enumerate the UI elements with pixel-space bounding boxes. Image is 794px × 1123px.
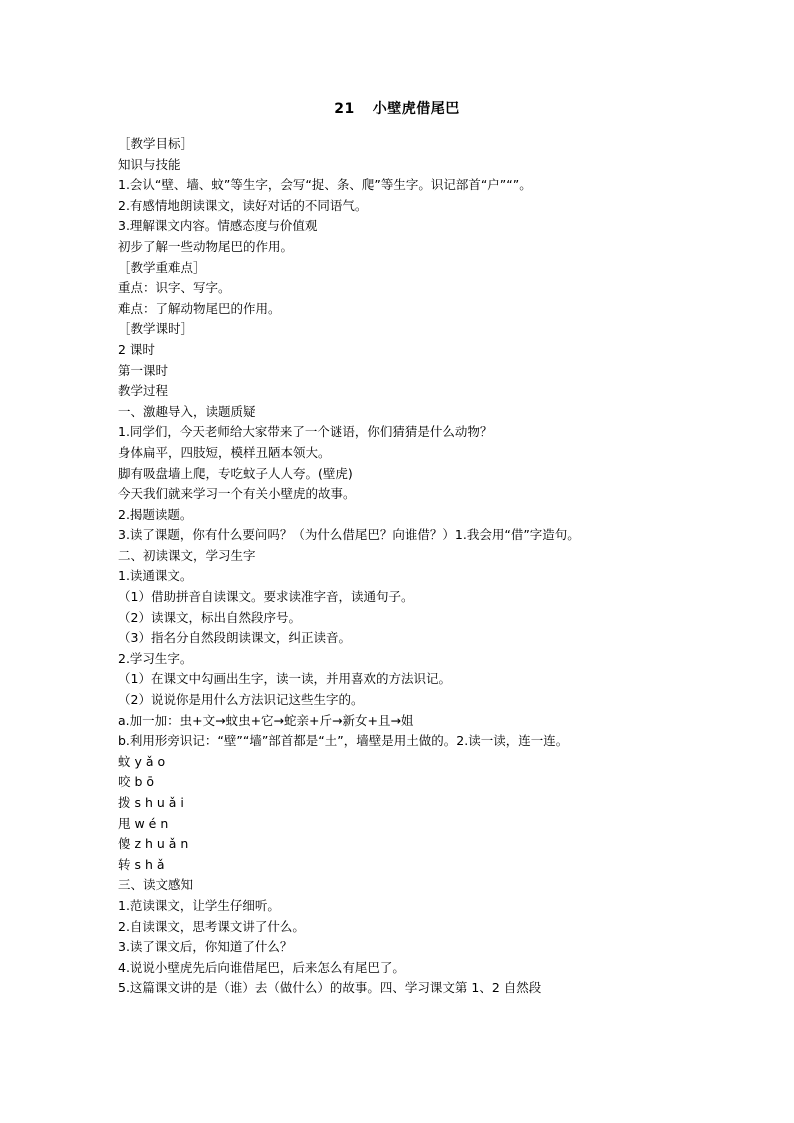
lesson-title: 小壁虎借尾巴 (372, 101, 460, 117)
text-line: ［教学目标］ (118, 136, 194, 151)
text-line: 3.读了课文后，你知道了什么？ (118, 939, 293, 955)
text-line: 重点：识字、写字。 (118, 280, 231, 296)
text-line: 1.同学们，今天老师给大家带来了一个谜语，你们猜猜是什么动物？ (118, 424, 493, 440)
text-line: 知识与技能 (118, 156, 181, 172)
text-line: 拨 s h u ǎ i (118, 795, 184, 810)
text-line: 4.说说小壁虎先后向谁借尾巴，后来怎么有尾巴了。 (118, 959, 405, 975)
text-line: 1.读通课文。 (118, 568, 193, 584)
text-line: 2.有感情地朗读课文，读好对话的不同语气。 (118, 197, 368, 213)
text-line: 2 课时 (118, 341, 155, 357)
lesson-number: 21 (334, 101, 355, 117)
text-line: （2）说说你是用什么方法识记这些生字的。 (118, 692, 364, 708)
text-line: 教学过程 (118, 383, 169, 399)
text-line: 三、读文感知 (118, 877, 194, 893)
text-line: 一、激趣导入，读题质疑 (118, 403, 256, 419)
text-line: 今天我们就来学习一个有关小壁虎的故事。 (118, 486, 356, 502)
text-line: 初步了解一些动物尾巴的作用。 (118, 238, 294, 254)
text-line: 傻 z h u ǎ n (118, 836, 189, 852)
text-line: 二、初读课文，学习生字 (118, 547, 256, 563)
text-line: 难点：了解动物尾巴的作用。 (118, 300, 281, 316)
text-line: ［教学课时］ (118, 321, 194, 337)
text-line: a.加一加：虫+文→蚊虫+它→蛇亲+斤→新女+且→姐 (118, 712, 414, 728)
text-line: 第一课时 (118, 362, 169, 378)
text-line: 2.揭题读题。 (118, 506, 193, 522)
text-line: 1.范读课文，让学生仔细听。 (118, 897, 280, 913)
text-line: 蚊 y ǎ o (118, 753, 166, 769)
text-line: 2.学习生字。 (118, 650, 193, 666)
text-line: 咬 b ō (118, 774, 155, 790)
text-line: 甩 w é n (118, 815, 169, 831)
text-line: b.利用形旁识记：“壁”“墙”部首都是“土”，墙壁是用土做的。2.读一读，连一连。 (118, 733, 569, 749)
text-line: 脚有吸盘墙上爬，专吃蚊子人人夸。(壁虎) (118, 465, 353, 481)
text-line: （2）读课文，标出自然段序号。 (118, 609, 301, 625)
document-title (0, 98, 794, 118)
text-line: 2.自读课文，思考课文讲了什么。 (118, 918, 305, 934)
text-line: （1）在课文中勾画出生字，读一读，并用喜欢的方法识记。 (118, 671, 451, 687)
text-line: （1）借助拼音自读课文。要求读准字音，读通句子。 (118, 589, 414, 605)
text-line: 身体扁平，四肢短，模样丑陋本领大。 (118, 444, 331, 460)
text-line: （3）指名分自然段朗读课文，纠正读音。 (118, 630, 351, 646)
text-line: 3.读了课题，你有什么要问吗？（为什么借尾巴？向谁借？）1.我会用“借”字造句。 (118, 527, 580, 543)
text-line: ［教学重难点］ (118, 259, 206, 275)
text-line: 3.理解课文内容。情感态度与价值观 (118, 218, 318, 234)
text-line: 1.会认“壁、墙、蚊”等生字，会写“捉、条、爬”等生字。识记部首“户”“”。 (118, 177, 532, 193)
text-line: 5.这篇课文讲的是（谁）去（做什么）的故事。四、学习课文第 1、2 自然段 (118, 980, 542, 996)
document-body (118, 134, 678, 999)
text-line: 转 s h ǎ (118, 856, 165, 872)
